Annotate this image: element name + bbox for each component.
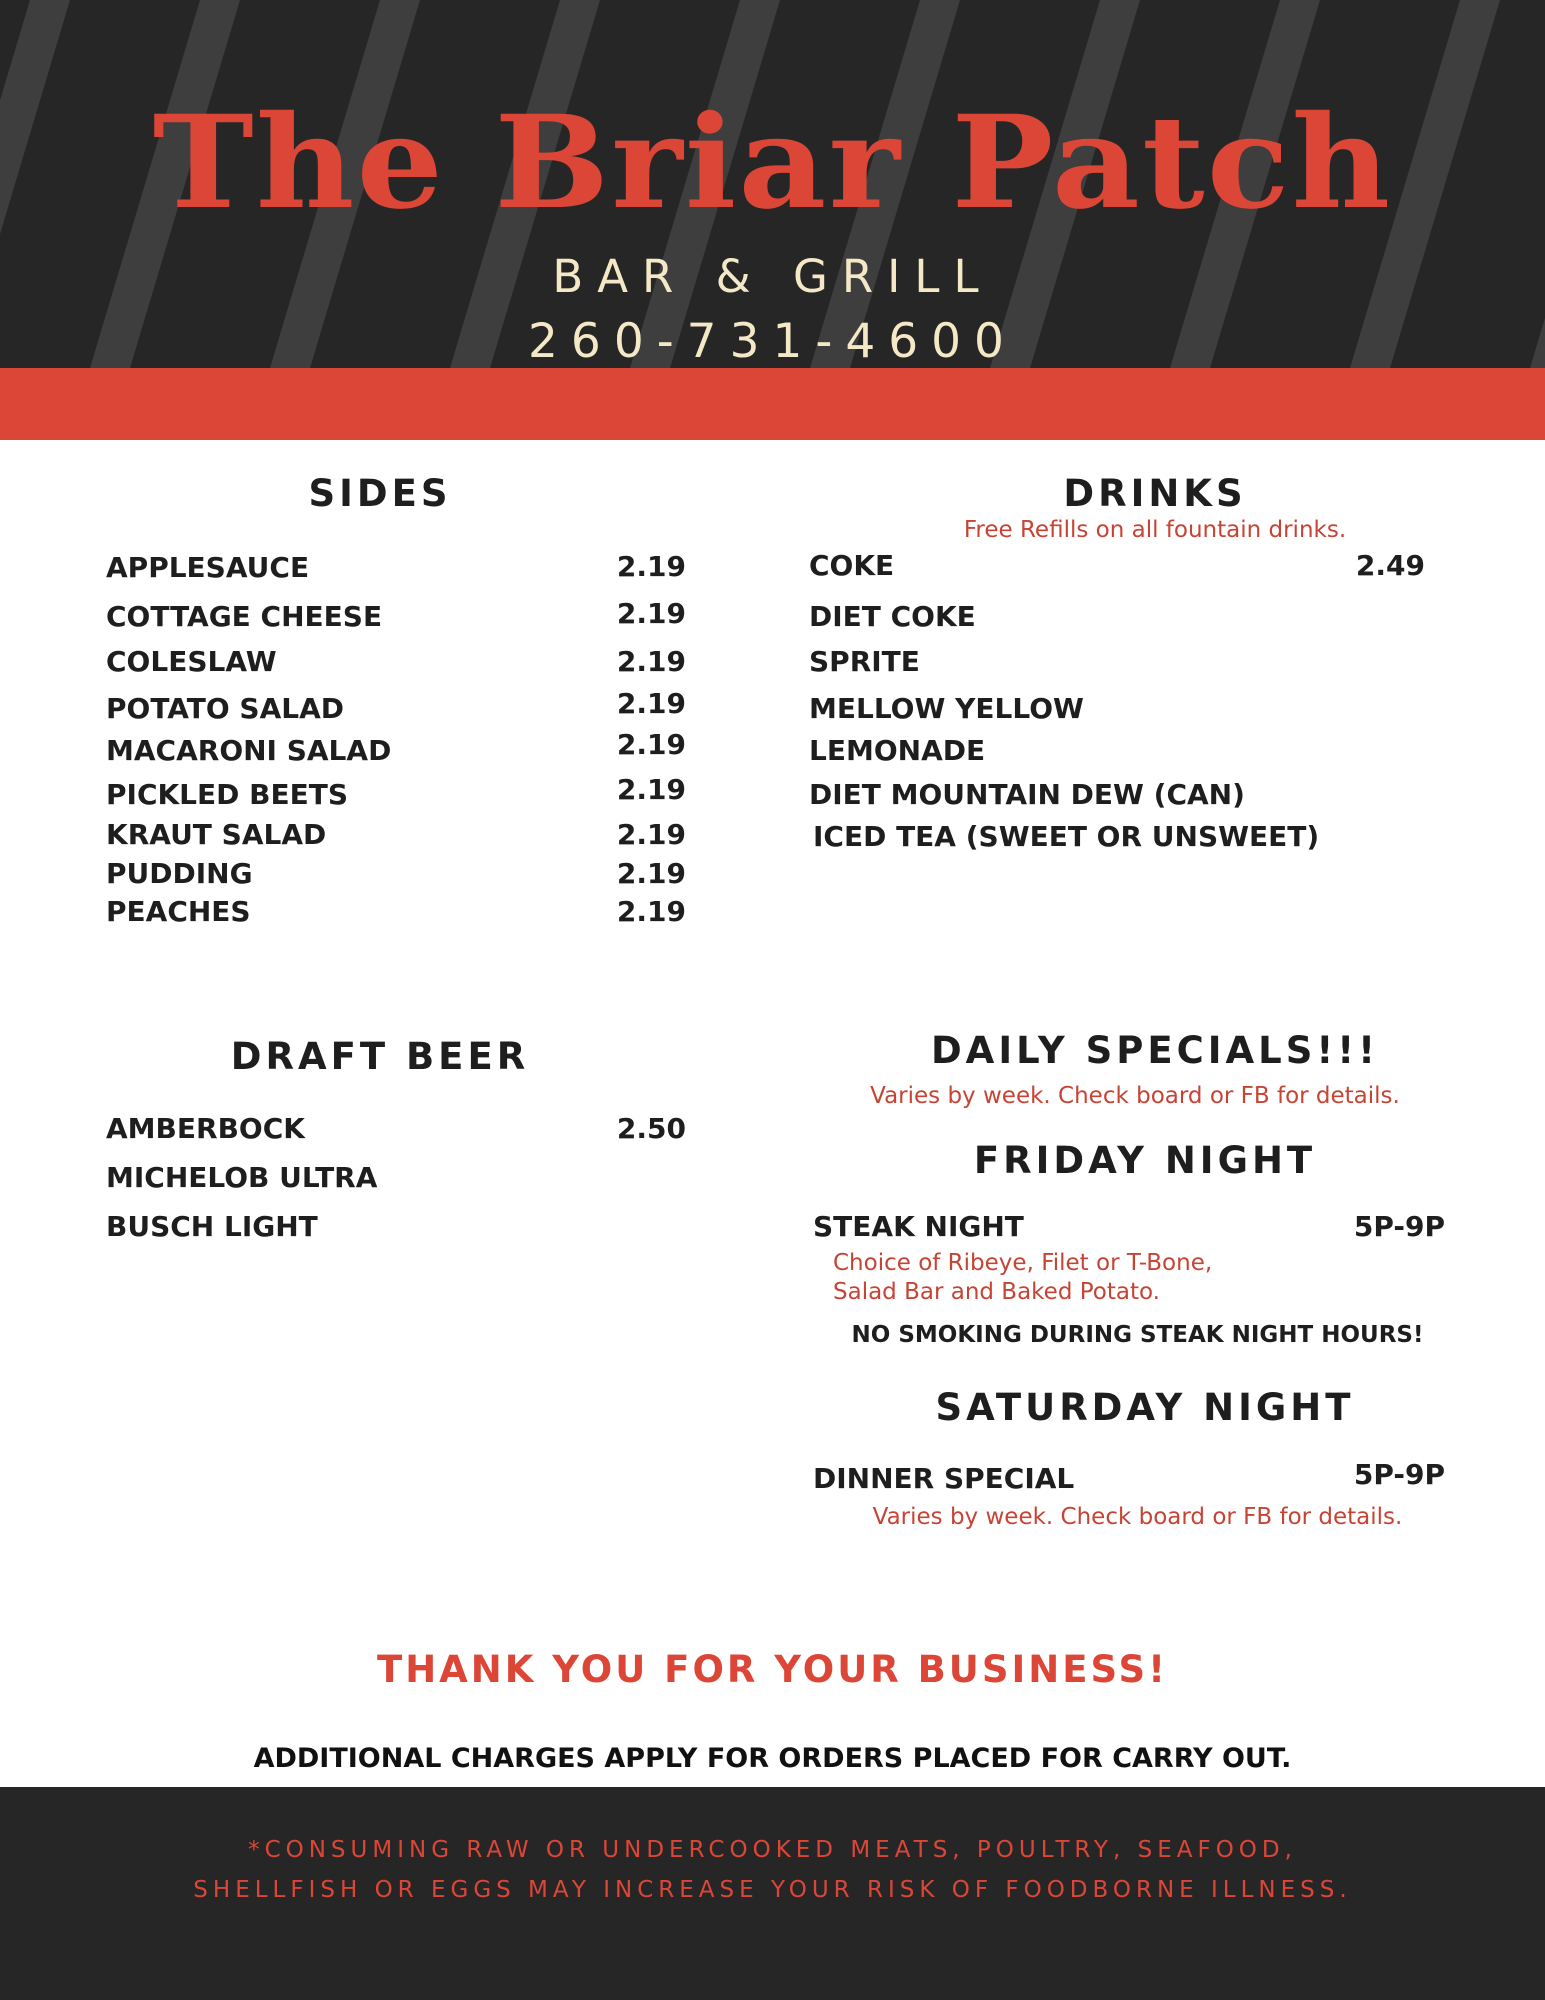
beer-price: 2.50 [616,1112,686,1145]
item-price: 2.19 [616,687,686,720]
list-item: PUDDING [106,857,253,890]
list-item: COKE [809,549,895,582]
drinks-price: 2.49 [1355,549,1425,582]
list-item: COTTAGE CHEESE [106,600,383,633]
sides-heading: SIDES [308,472,452,515]
list-item: SPRITE [809,645,920,678]
item-price: 2.19 [616,773,686,806]
list-item: MACARONI SALAD [106,734,392,767]
friday-special-description: Choice of Ribeye, Filet or T-Bone, [833,1250,1213,1276]
item-price: 2.19 [616,895,686,928]
header-red-band [0,368,1545,440]
list-item: BUSCH LIGHT [106,1210,318,1243]
saturday-special-hours: 5P-9P [1353,1458,1445,1491]
drinks-refill-note: Free Refills on all fountain drinks. [963,517,1347,543]
drinks-heading: DRINKS [1063,472,1247,515]
item-price: 2.19 [616,818,686,851]
list-item: LEMONADE [809,734,986,767]
daily-specials-heading: DAILY SPECIALS!!! [930,1029,1380,1072]
phone-number: 260-731-4600 [528,314,1017,368]
list-item: APPLESAUCE [106,551,310,584]
item-price: 2.19 [616,857,686,890]
header-banner [0,0,1545,368]
thank-you-message: THANK YOU FOR YOUR BUSINESS! [376,1648,1169,1691]
item-price: 2.19 [616,597,686,630]
list-item: POTATO SALAD [106,692,344,725]
list-item: MELLOW YELLOW [809,692,1084,725]
list-item: MICHELOB ULTRA [106,1161,378,1194]
carry-out-notice: ADDITIONAL CHARGES APPLY FOR ORDERS PLACED FOR CARRY OUT. [253,1743,1292,1774]
friday-night-heading: FRIDAY NIGHT [973,1139,1317,1182]
daily-specials-note: Varies by week. Check board or FB for details. [870,1083,1400,1109]
footer-banner [0,1787,1545,2000]
list-item: KRAUT SALAD [106,818,327,851]
saturday-special-note: Varies by week. Check board or FB for details. [872,1504,1403,1530]
saturday-special-item: DINNER SPECIAL [813,1462,1075,1495]
saturday-night-heading: SATURDAY NIGHT [935,1386,1355,1429]
list-item: COLESLAW [106,645,277,678]
list-item: PEACHES [106,895,251,928]
restaurant-subtitle: BAR & GRILL [552,250,993,303]
food-safety-warning: SHELLFISH OR EGGS MAY INCREASE YOUR RISK OF FOODBORNE ILLNESS. [193,1877,1352,1903]
list-item: DIET MOUNTAIN DEW (CAN) [809,778,1245,811]
list-item: PICKLED BEETS [106,778,349,811]
friday-special-description: Salad Bar and Baked Potato. [833,1279,1160,1305]
friday-special-hours: 5P-9P [1353,1210,1445,1243]
restaurant-name: The Briar Patch [152,88,1393,238]
item-price: 2.19 [616,645,686,678]
item-price: 2.19 [616,550,686,583]
list-item: AMBERBOCK [106,1112,305,1145]
item-price: 2.19 [616,728,686,761]
draft-beer-heading: DRAFT BEER [230,1035,530,1078]
food-safety-warning: *CONSUMING RAW OR UNDERCOOKED MEATS, POULTRY, SEAFOOD, [248,1837,1297,1863]
no-smoking-notice: NO SMOKING DURING STEAK NIGHT HOURS! [851,1322,1424,1348]
list-item: DIET COKE [809,600,976,633]
friday-special-item: STEAK NIGHT [813,1210,1024,1243]
list-item: ICED TEA (SWEET OR UNSWEET) [813,820,1320,853]
